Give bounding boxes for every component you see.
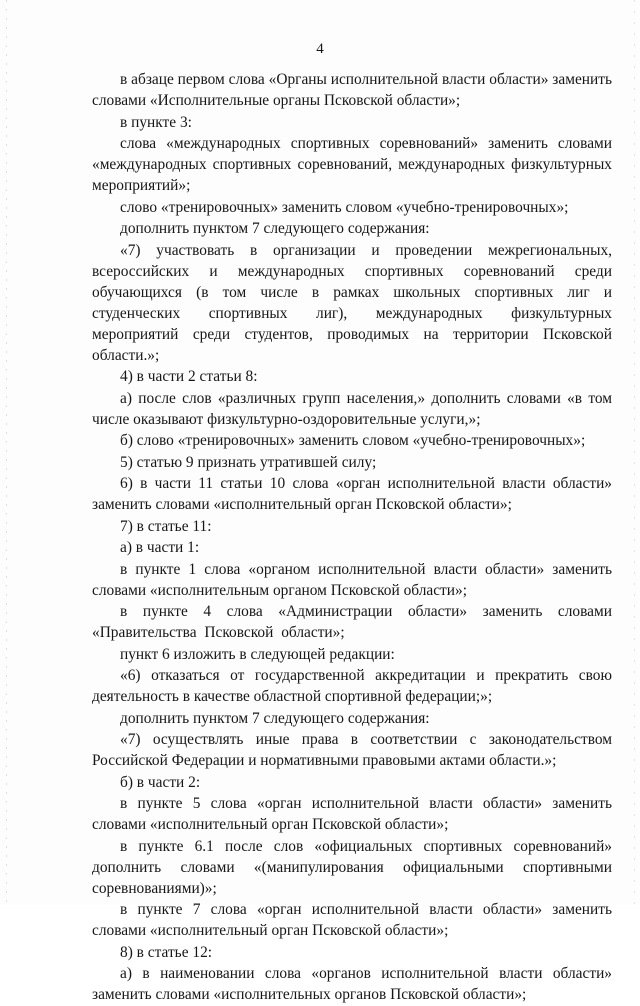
paragraph: 4) в части 2 статьи 8: xyxy=(120,368,258,385)
paragraph: в пункте 7 слова «орган исполнительной власти области» заменить словами «исполнительный орган Псковской области»; xyxy=(92,901,612,939)
paragraph: а) после слов «различных групп населения,» дополнить словами «в том числе оказывают физкультурно-оздоровительные услуги,»; xyxy=(92,389,612,428)
paragraph: в пункте 1 слова «органом исполнительной власти области» заменить словами «исполнительным органом Псковской области»; xyxy=(92,560,612,599)
page-number: 4 xyxy=(316,41,324,57)
paragraph: в пункте 5 слова «орган исполнительной власти области» заменить словами «исполнительный орган Псковской области»; xyxy=(92,795,612,833)
paragraph: слова «международных спортивных соревнований» заменить словами «международных спортивных соревнований, международных физкультурных мероприятий»; xyxy=(92,135,612,194)
scan-edge-left xyxy=(6,0,7,905)
paragraph: б) в части 2: xyxy=(120,773,201,791)
paragraph: в пункте 6.1 после слов «официальных спортивных соревнований» дополнить словами «(манипулирования официальными спортивными соревнованиями)»; xyxy=(92,837,612,897)
paragraph: пункт 6 изложить в следующей редакции: xyxy=(120,645,395,663)
paragraph: а) в части 1: xyxy=(120,539,200,556)
scan-edge-right xyxy=(634,0,635,905)
paragraph: 8) в статье 12: xyxy=(120,943,213,961)
paragraph: дополнить пунктом 7 следующего содержания: xyxy=(120,709,430,727)
paragraph: 7) в статье 11: xyxy=(120,517,212,535)
paragraph: а) в наименовании слова «органов исполнительной власти области» заменить словами «исполнительных органов Псковской области»; xyxy=(92,965,612,1003)
paragraph: 6) в части 11 статьи 10 слова «орган исполнительной власти области» заменить словами «исполнительный орган Псковской области»; xyxy=(92,475,612,513)
paragraph: «7) осуществлять иные права в соответствии с законодательством Российской Федерации и нормативными правовыми актами области.»; xyxy=(92,731,612,769)
paragraph: «7) участвовать в организации и проведении межрегиональных, всероссийских и международных спортивных соревнований среди обучающихся (в том числе в рамках школьных спортивных лиг и студенческих спортивных лиг), международных физкультурных мероприятий среди студентов, проводимых на территории Псковской области.»; xyxy=(92,241,612,364)
paragraph: слово «тренировочных» заменить словом «учебно-тренировочных»; xyxy=(120,198,569,216)
paragraph: в пункте 4 слова «Администрации области» заменить словами «Правительства Псковской области»; xyxy=(92,603,612,641)
paragraph: «6) отказаться от государственной аккредитации и прекратить свою деятельность в качестве областной спортивной федерации;»; xyxy=(92,667,612,705)
paragraph: дополнить пунктом 7 следующего содержания: xyxy=(120,220,430,237)
paragraph: в пункте 3: xyxy=(120,113,192,131)
document-body xyxy=(92,69,612,1006)
paragraph: в абзаце первом слова «Органы исполнительной власти области» заменить словами «Исполнительные органы Псковской области»; xyxy=(92,71,612,109)
paragraph: б) слово «тренировочных» заменить словом «учебно-тренировочных»; xyxy=(120,432,586,449)
paragraph: 5) статью 9 признать утратившей силу; xyxy=(120,453,377,471)
